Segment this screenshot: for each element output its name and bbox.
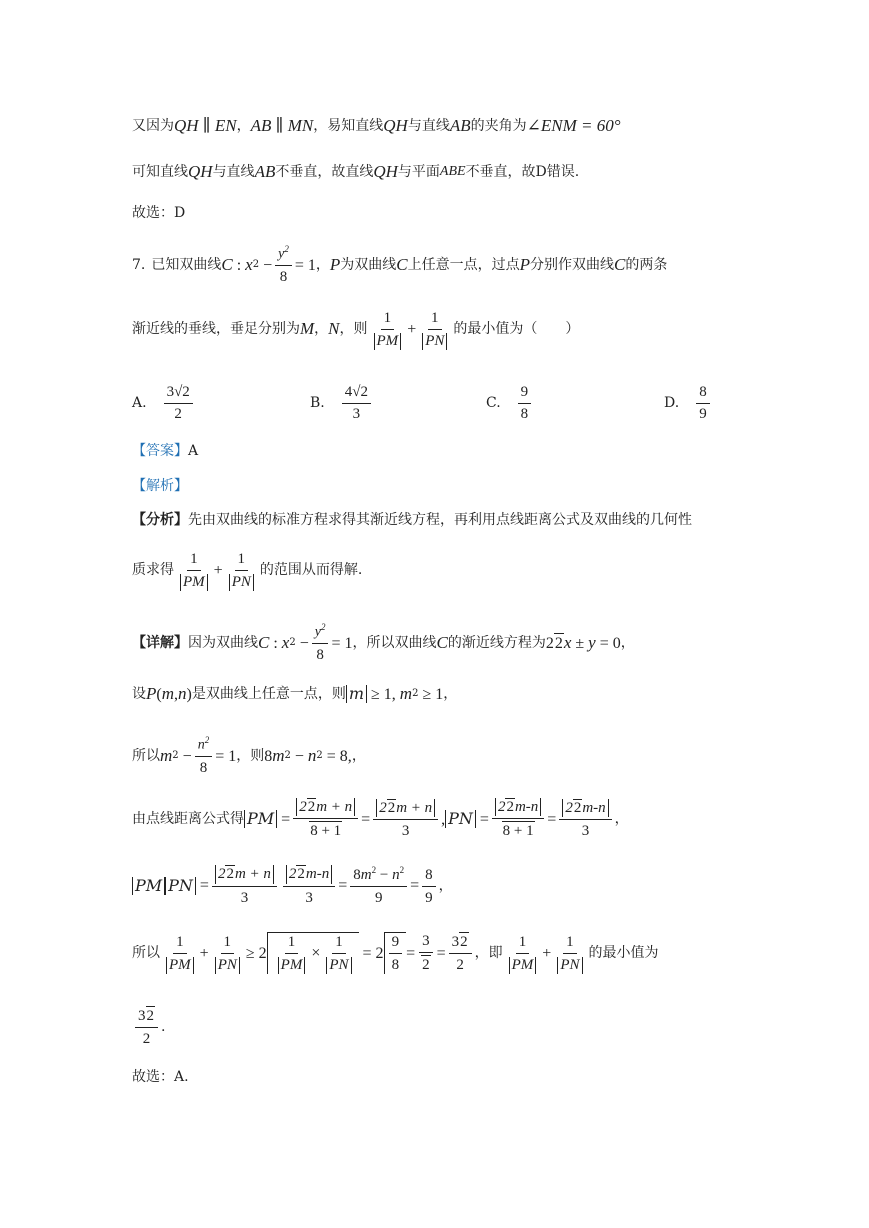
text: 的渐近线方程为 — [447, 634, 546, 651]
text: ，所以双曲线 — [352, 634, 437, 651]
text-line-3 — [132, 205, 749, 222]
option-numerator: 3√2 — [164, 384, 193, 404]
text: 故选：D — [132, 205, 186, 221]
question-line-2: 渐近线的垂线，垂足分别为 M ， N ，则 $\frac{1}{PM}$ + $\frac{1}{PN}$ 的最小值为（ ） — [132, 310, 580, 349]
text: 又因为 — [132, 117, 174, 134]
text: ， — [438, 877, 453, 894]
text-line-1: 又因为 QH ∥ EN ， AB ∥ MN ，易知直线 QH 与直线 AB 的夹角为 ∠ENM = 60° — [132, 116, 621, 135]
option-a[interactable] — [132, 380, 196, 426]
fenxi-line-1 — [132, 512, 749, 529]
answer-tag: 【答案】 — [132, 443, 188, 459]
option-c[interactable] — [486, 380, 534, 426]
angle-value: ∠ENM = 60° — [526, 116, 621, 135]
option-numerator: 8 — [696, 384, 710, 404]
text-line-2: 可知直线 QH 与直线 AB 不垂直，故直线 QH 与平面 ABE 不垂直，故D错误. — [132, 162, 580, 181]
option-denominator: 9 — [699, 405, 707, 422]
text: ， — [443, 685, 458, 702]
text: ， — [314, 321, 329, 338]
option-label: A. — [132, 395, 147, 411]
answer-options — [132, 380, 752, 426]
fenxi-tag: 【分析】 — [132, 512, 188, 528]
text: 由点线距离公式得 — [132, 810, 244, 827]
detail-tag: 【详解】 — [132, 634, 188, 651]
answer-line — [132, 443, 749, 460]
text: ， — [614, 810, 629, 827]
detail-line-8 — [132, 1069, 749, 1086]
question-line-1: 7. 已知双曲线 C : x 2 − $\frac{y^2}{8}$ = 1 ， P 为双曲线 C 上任意一点，过点 P 分别作双曲线 C 的两条 — [132, 244, 668, 286]
text: 是双曲线上任意一点，则 — [191, 685, 346, 702]
option-numerator: 4√2 — [342, 384, 371, 404]
text: ，则 — [339, 321, 368, 338]
text: 故选：A. — [132, 1069, 189, 1085]
text: 的夹角为 — [470, 117, 527, 134]
text: 质求得 — [132, 562, 174, 579]
text: 上任意一点，过点 — [407, 256, 520, 273]
text: 所以 — [132, 747, 160, 764]
fenxi-line-2: 质求得 $\frac{1}{PM}$ + $\frac{1}{PN}$ 的范围从而得解. — [132, 551, 363, 590]
option-d[interactable] — [664, 380, 713, 426]
text: 先由双曲线的标准方程求得其渐近线方程，再利用点线距离公式及双曲线的几何性 — [188, 512, 692, 528]
option-denominator: 8 — [520, 405, 529, 422]
text: ， — [315, 256, 330, 273]
text: ， — [236, 117, 251, 134]
text: 的最小值为（ ） — [453, 321, 580, 338]
detail-line-5: PM PN = $\frac{22m + n}{3}$ $\frac{22m-n}{3}$ = $\frac{8m^2 - n^2}{9}$ = $\frac{8}{9}$ ， — [132, 865, 749, 907]
detail-line-2: 设 P ( m , n ) 是双曲线上任意一点，则 m ≥ 1, m 2 ≥ 1 ， — [132, 684, 458, 703]
text: ， — [351, 747, 366, 764]
text: ， — [620, 634, 635, 651]
analysis-heading — [132, 478, 749, 495]
text: 的范围从而得解. — [259, 562, 363, 579]
answer-value: A — [188, 443, 199, 459]
text: 不垂直，故D错误. — [465, 163, 580, 180]
text: 与平面 — [397, 163, 440, 180]
text: 与直线 — [407, 117, 450, 134]
option-label: D. — [664, 395, 680, 411]
text: ，则 — [236, 747, 265, 764]
option-label: C. — [486, 395, 501, 411]
text: 渐近线的垂线，垂足分别为 — [132, 321, 300, 338]
text: 所以 — [132, 944, 160, 961]
text: 因为双曲线 — [188, 634, 258, 651]
analysis-tag: 【解析】 — [132, 478, 188, 494]
question-number: 7. — [132, 256, 146, 273]
detail-line-7: $\frac{32}{2}$ . — [132, 1006, 749, 1048]
detail-line-1: 【详解】 因为双曲线 C : x 2 − $\frac{y^2}{8}$ = 1 ，所以双曲线 C 的渐近线方程为 22 x ± y = 0 ， — [132, 622, 635, 664]
text: 已知双曲线 — [151, 256, 222, 273]
text: 的两条 — [625, 256, 668, 273]
text: 不垂直，故直线 — [275, 163, 374, 180]
text: 设 — [132, 685, 146, 702]
text: 可知直线 — [132, 163, 188, 180]
option-b[interactable] — [310, 380, 374, 426]
text: 分别作双曲线 — [529, 256, 614, 273]
detail-line-6: 所以 $\frac{1}{PM}$ + $\frac{1}{PN}$ ≥ 2 $\frac{1}{PM}$ × $\frac{1}{PN}$ = 2 $\frac{9}{8}$ = $\frac{3}{2}$ = $\frac{32}{2}$ ，即 $\frac{1}{PM}$ + $\frac{1}{PN}$ 的最小值为 — [132, 933, 659, 974]
option-denominator: 2 — [174, 405, 182, 422]
text: ，易知直线 — [313, 117, 384, 134]
detail-line-4: 由点线距离公式得 PM = $\frac{22m + n}{8 + 1}$ = $\frac{22m + n}{3}$ , PN = $\frac{22m-n}{8 + 1}$ = $\frac{22m-n}{3}$ ， — [132, 799, 629, 840]
text: ，即 — [474, 944, 503, 961]
text: 为双曲线 — [340, 256, 397, 273]
text: 与直线 — [212, 163, 255, 180]
text: 的最小值为 — [588, 944, 659, 961]
text: . — [161, 1018, 166, 1035]
option-label: B. — [310, 395, 325, 411]
detail-line-3: 所以 m 2 − $\frac{n^2}{8}$ = 1 ，则 8 m 2 − n 2 = 8, ， — [132, 735, 366, 777]
option-numerator: 9 — [518, 384, 532, 404]
option-denominator: 3 — [352, 405, 361, 422]
